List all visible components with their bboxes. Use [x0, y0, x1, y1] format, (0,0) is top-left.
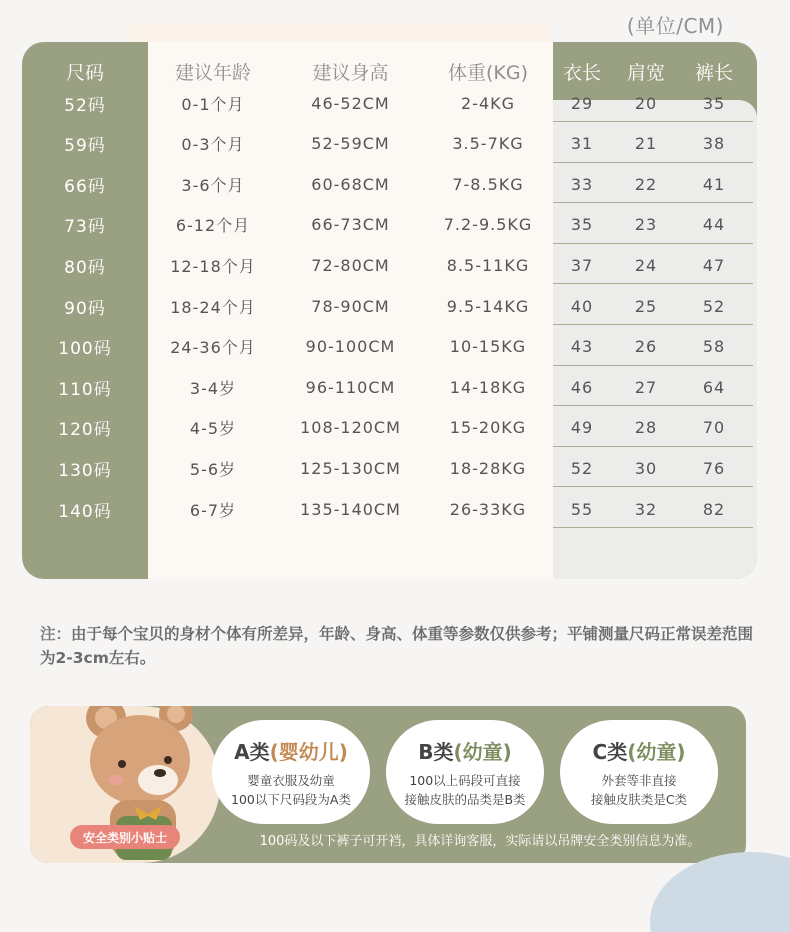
row-divider [553, 121, 753, 122]
cell-weight: 7.2-9.5KG [443, 215, 533, 235]
row-divider [553, 202, 753, 203]
cell-age: 6-7岁 [189, 500, 237, 520]
table-row [22, 368, 757, 406]
cell-height: 90-100CM [305, 337, 396, 357]
header-age: 建议年龄 [174, 61, 251, 84]
cell-shoulder: 20 [634, 93, 658, 113]
table-row [22, 287, 757, 325]
cell-shoulder: 32 [634, 499, 658, 519]
card-b-title: B类(幼童) [418, 739, 512, 764]
cell-length: 49 [570, 418, 594, 438]
row-divider [553, 446, 753, 447]
cell-age: 4-5岁 [189, 419, 237, 439]
cell-age: 3-6个月 [181, 175, 245, 195]
table-row [22, 490, 757, 528]
cell-height: 135-140CM [300, 499, 401, 519]
cell-size: 120码 [58, 420, 112, 441]
cell-age: 18-24个月 [170, 297, 256, 317]
cell-length: 46 [570, 377, 594, 397]
cell-pants: 76 [702, 458, 726, 478]
cell-shoulder: 24 [634, 255, 658, 275]
cell-height: 108-120CM [300, 418, 401, 438]
cell-age: 3-4岁 [189, 378, 237, 398]
card-a-line1: 婴童衣服及幼童 [247, 772, 335, 788]
size-table [22, 42, 757, 579]
cell-size: 66码 [64, 176, 106, 197]
header-decor [130, 24, 550, 44]
header-length: 衣长 [562, 61, 601, 84]
cell-length: 52 [570, 458, 594, 478]
header-pants: 裤长 [694, 61, 733, 84]
cell-weight: 3.5-7KG [452, 134, 524, 154]
table-row [22, 409, 757, 447]
cell-pants: 70 [702, 418, 726, 438]
cell-height: 96-110CM [305, 377, 396, 397]
cell-length: 55 [570, 499, 594, 519]
unit-label: (单位/CM) [626, 14, 724, 38]
cell-shoulder: 23 [634, 215, 658, 235]
cell-size: 59码 [64, 136, 106, 157]
table-row [22, 246, 757, 284]
cell-size: 80码 [64, 257, 106, 278]
cell-shoulder: 28 [634, 418, 658, 438]
cell-pants: 82 [702, 499, 726, 519]
cell-length: 43 [570, 337, 594, 357]
card-c-line2: 接触皮肤类是C类 [590, 791, 688, 807]
header-size: 尺码 [65, 61, 104, 84]
cell-height: 78-90CM [311, 296, 390, 316]
corner-decor [650, 852, 790, 932]
cell-pants: 38 [702, 134, 726, 154]
row-divider [553, 405, 753, 406]
card-a-title: A类(婴幼儿) [234, 739, 348, 764]
note-text [40, 622, 760, 670]
note-lead: 注： [40, 625, 72, 643]
table-row [22, 84, 757, 122]
cell-height: 66-73CM [311, 215, 390, 235]
card-b-line1: 100以上码段可直接 [409, 772, 521, 788]
cell-pants: 52 [702, 296, 726, 316]
safety-tips-panel [30, 706, 746, 863]
cell-shoulder: 27 [634, 377, 658, 397]
cell-length: 33 [570, 174, 594, 194]
card-b-line2: 接触皮肤的品类是B类 [404, 791, 526, 807]
row-divider [553, 486, 753, 487]
card-a-line2: 100以下尺码段为A类 [231, 791, 351, 807]
cell-shoulder: 30 [634, 458, 658, 478]
row-divider [553, 283, 753, 284]
header-height: 建议身高 [312, 61, 389, 84]
cell-length: 40 [570, 296, 594, 316]
cell-pants: 58 [702, 337, 726, 357]
cell-size: 140码 [58, 501, 112, 522]
table-row [22, 449, 757, 487]
category-card-c [560, 720, 718, 824]
cell-weight: 8.5-11KG [446, 255, 530, 275]
cell-weight: 9.5-14KG [446, 296, 530, 316]
cell-height: 46-52CM [311, 93, 390, 113]
cell-shoulder: 25 [634, 296, 658, 316]
cell-length: 31 [570, 134, 594, 154]
row-divider [553, 527, 753, 528]
cell-shoulder: 26 [634, 337, 658, 357]
cell-weight: 14-18KG [449, 377, 527, 397]
cell-shoulder: 22 [634, 174, 658, 194]
tips-footer-text: 100码及以下裤子可开裆，具体详询客服，实际请以吊牌安全类别信息为准。 [259, 834, 701, 849]
header-weight: 体重(KG) [447, 61, 528, 84]
cell-age: 24-36个月 [170, 338, 256, 358]
card-c-title: C类(幼童) [592, 739, 686, 764]
cell-shoulder: 21 [634, 134, 658, 154]
cell-size: 52码 [64, 95, 106, 116]
cell-age: 12-18个月 [170, 256, 256, 276]
cell-weight: 15-20KG [449, 418, 527, 438]
cell-height: 60-68CM [311, 174, 390, 194]
cell-weight: 2-4KG [460, 93, 516, 113]
note-body: 由于每个宝贝的身材个体有所差异，年龄、身高、体重等参数仅供参考；平铺测量尺码正常误差范围为2-3cm左右。 [40, 625, 754, 667]
cell-pants: 41 [702, 174, 726, 194]
cell-age: 0-3个月 [181, 135, 245, 155]
category-card-a [212, 720, 370, 824]
header-shoulder: 肩宽 [626, 61, 665, 84]
cell-age: 5-6岁 [189, 459, 237, 479]
cell-height: 125-130CM [300, 458, 401, 478]
table-row [22, 165, 757, 203]
cell-size: 110码 [58, 379, 112, 400]
card-c-line1: 外套等非直接 [601, 772, 677, 788]
cell-size: 90码 [64, 298, 106, 319]
cell-pants: 47 [702, 255, 726, 275]
row-divider [553, 162, 753, 163]
cell-height: 52-59CM [311, 134, 390, 154]
cell-length: 29 [570, 93, 594, 113]
cell-weight: 26-33KG [449, 499, 527, 519]
row-divider [553, 365, 753, 366]
cell-weight: 7-8.5KG [452, 174, 524, 194]
safety-tips-badge: 安全类别小贴士 [70, 825, 180, 849]
cell-size: 130码 [58, 460, 112, 481]
cell-size: 100码 [58, 339, 112, 360]
row-divider [553, 243, 753, 244]
table-row [22, 328, 757, 366]
row-divider [553, 324, 753, 325]
cell-height: 72-80CM [311, 255, 390, 275]
table-row [22, 206, 757, 244]
cell-pants: 64 [702, 377, 726, 397]
category-card-b [386, 720, 544, 824]
cell-size: 73码 [64, 217, 106, 238]
cell-weight: 10-15KG [449, 337, 527, 357]
cell-weight: 18-28KG [449, 458, 527, 478]
cell-age: 0-1个月 [181, 94, 245, 114]
cell-age: 6-12个月 [175, 216, 251, 236]
table-row [22, 125, 757, 163]
cell-pants: 35 [702, 93, 726, 113]
cell-length: 35 [570, 215, 594, 235]
cell-length: 37 [570, 255, 594, 275]
cell-pants: 44 [702, 215, 726, 235]
